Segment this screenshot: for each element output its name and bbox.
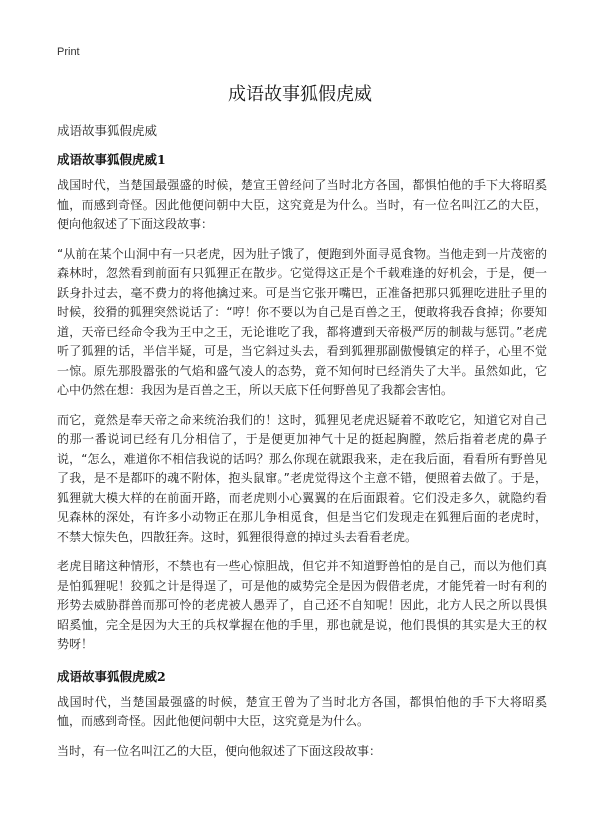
paragraph: 战国时代，当楚国最强盛的时候，楚宣王曾为了当时北方各国，都惧怕他的手下大将昭奚恤，而感到奇怪。因此他便问朝中大臣，这究竟是为什么。 <box>57 694 547 728</box>
paragraph: 当时，有一位名叫江乙的大臣，便向他叙述了下面这段故事： <box>57 743 382 758</box>
paragraph: 老虎目睹这种情形，不禁也有一些心惊胆战，但它并不知道野兽怕的是自己，而以为他们真是怕狐狸呢！狡狐之计是得逞了，可是他的威势完全是因为假借老虎，才能凭着一时有利的形势去威胁群兽而那可怜的老虎被人愚弄了，自己还不自知呢！因此，北方人民之所以畏惧昭奚恤，完全是因为大王的兵权掌握在他的手里，那也就是说，他们畏惧的其实是大王的权势呀！ <box>57 559 547 651</box>
article-body <box>57 150 547 771</box>
paragraph: 而它，竟然是奉天帝之命来统治我们的！这时，狐狸见老虎迟疑着不敢吃它，知道它对自己的那一番说词已经有几分相信了，于是便更加神气十足的挺起胸膛，然后指着老虎的鼻子说，“怎么，难道你不相信我说的话吗？那么你现在就跟我来，走在我后面，看看所有野兽见了我，是不是都吓的魂不附体，抱头鼠窜。”老虎觉得这个主意不错，便照着去做了。于是，狐狸就大模大样的在前面开路，而老虎则小心翼翼的在后面跟着。它们没走多久，就隐约看见森林的深处，有许多小动物正在那儿争相觅食，但是当它们发现走在狐狸后面的老虎时，不禁大惊失色，四散狂奔。这时，狐狸很得意的掉过头去看看老虎。 <box>57 412 547 544</box>
section-heading: 成语故事狐假虎威2 <box>57 668 166 684</box>
section-1 <box>57 150 547 655</box>
paragraph: 战国时代，当楚国最强盛的时候，楚宣王曾经问了当时北方各国，都惧怕他的手下大将昭奚恤，而感到奇怪。因此他便问朝中大臣，这究竟是为什么。当时，有一位名叫江乙的大臣，便向他叙述了下面这段故事： <box>57 178 547 231</box>
section-2 <box>57 667 547 762</box>
section-heading: 成语故事狐假虎威1 <box>57 152 166 167</box>
print-link[interactable]: Print <box>57 46 80 58</box>
paragraph: “从前在某个山洞中有一只老虎，因为肚子饿了，便跑到外面寻觅食物。当他走到一片茂密的森林时，忽然看到前面有只狐狸正在散步。它觉得这正是个千载难逢的好机会，于是，便一跃身扑过去，毫不费力的将他擒过来。可是当它张开嘴巴，正准备把那只狐狸吃进肚子里的时候，狡猾的狐狸突然说话了：“哼！你不要以为自己是百兽之王，便敢将我吞食掉；你要知道，天帝已经命令我为王中之王，无论谁吃了我，都将遭到天帝极严厉的制裁与惩罚。”老虎听了狐狸的话，半信半疑，可是，当它斜过头去，看到狐狸那副傲慢镇定的样子，心里不觉一惊。原先那股嚣张的气焰和盛气凌人的态势，竟不知何时已经消失了大半。虽然如此，它心中仍然在想：我因为是百兽之王，所以天底下任何野兽见了我都会害怕。 <box>57 246 547 397</box>
page-title: 成语故事狐假虎威 <box>228 84 372 105</box>
page-subtitle: 成语故事狐假虎威 <box>57 123 158 138</box>
